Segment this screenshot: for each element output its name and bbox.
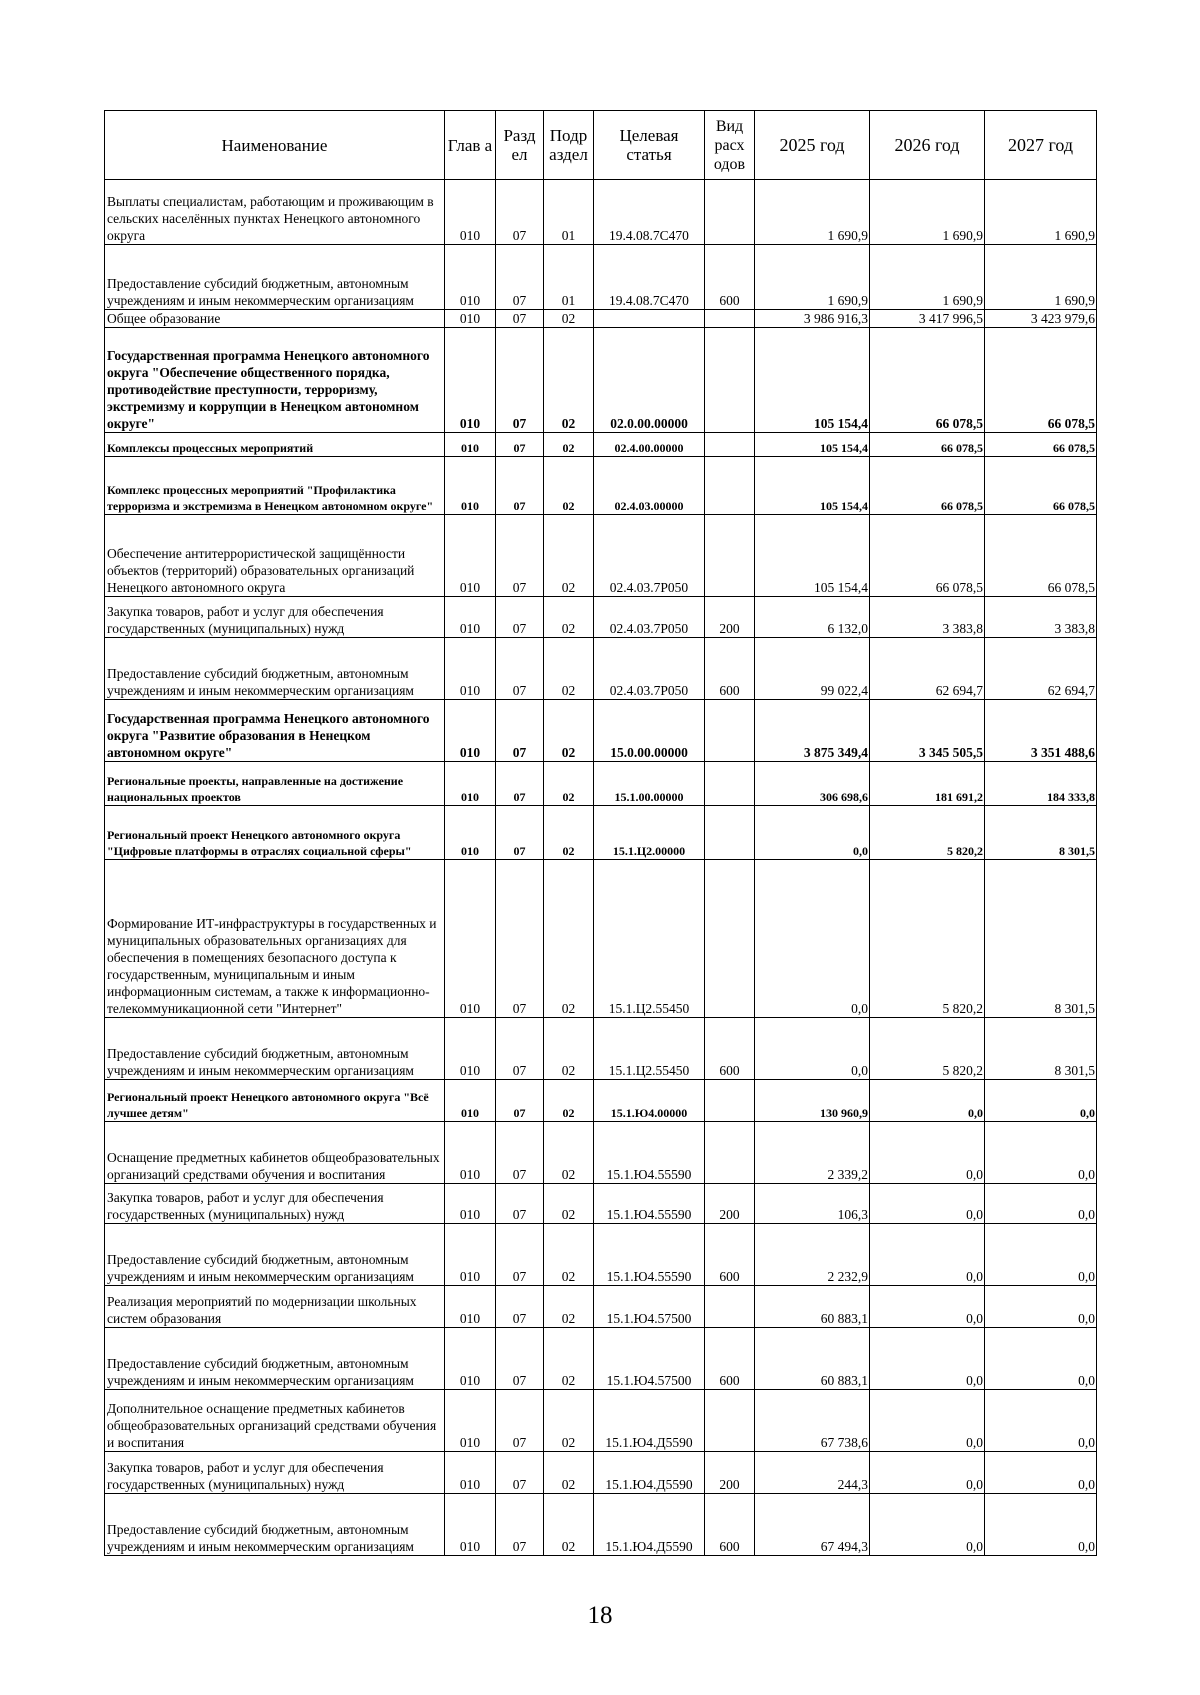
- row-glava: 010: [445, 1122, 496, 1184]
- row-value-2027: 66 078,5: [985, 328, 1097, 433]
- row-value-2026: 0,0: [870, 1494, 985, 1556]
- header-razdel: Разд ел: [496, 111, 544, 180]
- row-value-2026: 0,0: [870, 1286, 985, 1328]
- row-vid: [705, 1286, 755, 1328]
- row-glava: 010: [445, 328, 496, 433]
- row-name: Предоставление субсидий бюджетным, автономным учреждениям и иным некоммерческим организациям: [105, 1494, 445, 1556]
- table-row: [105, 1224, 1097, 1286]
- row-value-2027: 0,0: [985, 1390, 1097, 1452]
- row-value-2027: 8 301,5: [985, 806, 1097, 860]
- row-statya: 02.4.03.00000: [594, 457, 705, 515]
- row-statya: 15.1.Ц2.55450: [594, 1018, 705, 1080]
- row-glava: 010: [445, 597, 496, 638]
- row-value-2026: 62 694,7: [870, 638, 985, 700]
- row-name: Оснащение предметных кабинетов общеобразовательных организаций средствами обучения и воспитания: [105, 1122, 445, 1184]
- row-razdel: 07: [496, 806, 544, 860]
- row-podrazdel: 02: [544, 700, 594, 762]
- row-glava: 010: [445, 180, 496, 245]
- table-row: [105, 1328, 1097, 1390]
- row-razdel: 07: [496, 457, 544, 515]
- row-podrazdel: 02: [544, 1018, 594, 1080]
- row-value-2027: 0,0: [985, 1328, 1097, 1390]
- row-glava: 010: [445, 457, 496, 515]
- row-razdel: 07: [496, 310, 544, 328]
- row-value-2025: 67 494,3: [755, 1494, 870, 1556]
- row-vid: [705, 700, 755, 762]
- row-value-2025: 67 738,6: [755, 1390, 870, 1452]
- row-value-2026: 3 383,8: [870, 597, 985, 638]
- row-value-2026: 0,0: [870, 1122, 985, 1184]
- row-glava: 010: [445, 1184, 496, 1224]
- row-vid: 200: [705, 1184, 755, 1224]
- row-name: Предоставление субсидий бюджетным, автономным учреждениям и иным некоммерческим организациям: [105, 1328, 445, 1390]
- row-value-2027: 66 078,5: [985, 457, 1097, 515]
- row-razdel: 07: [496, 245, 544, 310]
- row-vid: 600: [705, 1494, 755, 1556]
- row-value-2026: 0,0: [870, 1328, 985, 1390]
- row-podrazdel: 02: [544, 1122, 594, 1184]
- row-podrazdel: 02: [544, 310, 594, 328]
- row-name: Выплаты специалистам, работающим и проживающим в сельских населённых пунктах Ненецкого автономного округа: [105, 180, 445, 245]
- table-row: [105, 245, 1097, 310]
- row-vid: [705, 515, 755, 597]
- table-row: [105, 1494, 1097, 1556]
- row-name: Реализация мероприятий по модернизации школьных систем образования: [105, 1286, 445, 1328]
- header-vid: Вид расх одов: [705, 111, 755, 180]
- row-vid: [705, 860, 755, 1018]
- row-statya: 15.1.Ю4.55590: [594, 1184, 705, 1224]
- row-value-2027: 62 694,7: [985, 638, 1097, 700]
- row-glava: 010: [445, 762, 496, 806]
- row-value-2027: 3 423 979,6: [985, 310, 1097, 328]
- row-razdel: 07: [496, 1080, 544, 1122]
- table-row: [105, 1452, 1097, 1494]
- row-glava: 010: [445, 1286, 496, 1328]
- row-name: Государственная программа Ненецкого автономного округа "Развитие образования в Ненецком автономном округе": [105, 700, 445, 762]
- header-podrazdel: Подр аздел: [544, 111, 594, 180]
- row-razdel: 07: [496, 762, 544, 806]
- row-podrazdel: 02: [544, 1328, 594, 1390]
- row-name: Закупка товаров, работ и услуг для обеспечения государственных (муниципальных) нужд: [105, 1452, 445, 1494]
- row-vid: 600: [705, 1224, 755, 1286]
- table-row: [105, 310, 1097, 328]
- row-glava: 010: [445, 1390, 496, 1452]
- row-glava: 010: [445, 1080, 496, 1122]
- row-razdel: 07: [496, 700, 544, 762]
- row-statya: 15.1.Ц2.55450: [594, 860, 705, 1018]
- header-2026: 2026 год: [870, 111, 985, 180]
- row-podrazdel: 02: [544, 515, 594, 597]
- row-name: Закупка товаров, работ и услуг для обеспечения государственных (муниципальных) нужд: [105, 1184, 445, 1224]
- row-razdel: 07: [496, 328, 544, 433]
- table-row: [105, 597, 1097, 638]
- row-value-2025: 1 690,9: [755, 245, 870, 310]
- row-razdel: 07: [496, 1122, 544, 1184]
- row-value-2025: 105 154,4: [755, 515, 870, 597]
- row-vid: [705, 762, 755, 806]
- row-value-2026: 5 820,2: [870, 1018, 985, 1080]
- row-glava: 010: [445, 433, 496, 457]
- row-value-2025: 3 875 349,4: [755, 700, 870, 762]
- row-razdel: 07: [496, 515, 544, 597]
- row-name: Комплексы процессных мероприятий: [105, 433, 445, 457]
- table-row: [105, 638, 1097, 700]
- row-value-2025: 105 154,4: [755, 328, 870, 433]
- row-razdel: 07: [496, 433, 544, 457]
- table-row: [105, 1122, 1097, 1184]
- row-podrazdel: 02: [544, 1224, 594, 1286]
- row-name: Предоставление субсидий бюджетным, автономным учреждениям и иным некоммерческим организациям: [105, 1224, 445, 1286]
- row-statya: 02.4.00.00000: [594, 433, 705, 457]
- row-statya: 15.0.00.00000: [594, 700, 705, 762]
- row-value-2027: 0,0: [985, 1080, 1097, 1122]
- row-razdel: 07: [496, 1018, 544, 1080]
- row-value-2026: 0,0: [870, 1224, 985, 1286]
- row-vid: 600: [705, 1328, 755, 1390]
- table-row: [105, 762, 1097, 806]
- row-statya: 02.4.03.7Р050: [594, 597, 705, 638]
- row-name: Формирование ИТ-инфраструктуры в государственных и муниципальных образовательных организациях для обеспечения в помещениях безопасного доступа к государственным, муниципальным и иным информационным системам, а также к информационно-телекоммуникационной сети "Интернет": [105, 860, 445, 1018]
- table-row: [105, 433, 1097, 457]
- row-name: Предоставление субсидий бюджетным, автономным учреждениям и иным некоммерческим организациям: [105, 245, 445, 310]
- row-podrazdel: 02: [544, 328, 594, 433]
- row-statya: 15.1.Ю4.Д5590: [594, 1452, 705, 1494]
- row-statya: 15.1.00.00000: [594, 762, 705, 806]
- row-podrazdel: 02: [544, 1390, 594, 1452]
- table-row: [105, 1080, 1097, 1122]
- row-value-2026: 3 417 996,5: [870, 310, 985, 328]
- row-glava: 010: [445, 638, 496, 700]
- row-value-2025: 0,0: [755, 806, 870, 860]
- row-value-2026: 1 690,9: [870, 245, 985, 310]
- row-glava: 010: [445, 1328, 496, 1390]
- row-value-2025: 0,0: [755, 1018, 870, 1080]
- row-value-2025: 0,0: [755, 860, 870, 1018]
- row-statya: 15.1.Ю4.Д5590: [594, 1390, 705, 1452]
- row-razdel: 07: [496, 180, 544, 245]
- row-razdel: 07: [496, 1494, 544, 1556]
- row-vid: [705, 457, 755, 515]
- row-name: Закупка товаров, работ и услуг для обеспечения государственных (муниципальных) нужд: [105, 597, 445, 638]
- row-glava: 010: [445, 1452, 496, 1494]
- row-value-2025: 105 154,4: [755, 433, 870, 457]
- row-name: Региональные проекты, направленные на достижение национальных проектов: [105, 762, 445, 806]
- row-value-2025: 60 883,1: [755, 1328, 870, 1390]
- row-statya: 15.1.Ю4.55590: [594, 1122, 705, 1184]
- row-value-2025: 2 232,9: [755, 1224, 870, 1286]
- table-row: [105, 860, 1097, 1018]
- row-podrazdel: 01: [544, 245, 594, 310]
- row-value-2027: 0,0: [985, 1122, 1097, 1184]
- row-razdel: 07: [496, 1452, 544, 1494]
- row-vid: 200: [705, 1452, 755, 1494]
- table-row: [105, 700, 1097, 762]
- row-name: Региональный проект Ненецкого автономного округа "Всё лучшее детям": [105, 1080, 445, 1122]
- row-podrazdel: 02: [544, 638, 594, 700]
- row-value-2026: 66 078,5: [870, 515, 985, 597]
- row-vid: 200: [705, 597, 755, 638]
- table-row: [105, 328, 1097, 433]
- table-row: [105, 806, 1097, 860]
- row-glava: 010: [445, 1224, 496, 1286]
- row-value-2027: 1 690,9: [985, 245, 1097, 310]
- row-podrazdel: 02: [544, 806, 594, 860]
- row-value-2027: 66 078,5: [985, 433, 1097, 457]
- row-value-2027: 0,0: [985, 1286, 1097, 1328]
- row-value-2026: 181 691,2: [870, 762, 985, 806]
- table-body: [105, 180, 1097, 1556]
- row-value-2025: 106,3: [755, 1184, 870, 1224]
- row-razdel: 07: [496, 638, 544, 700]
- row-statya: 02.4.03.7Р050: [594, 515, 705, 597]
- row-glava: 010: [445, 860, 496, 1018]
- header-statya: Целевая статья: [594, 111, 705, 180]
- row-value-2025: 244,3: [755, 1452, 870, 1494]
- table-row: [105, 1184, 1097, 1224]
- row-podrazdel: 02: [544, 1452, 594, 1494]
- row-podrazdel: 02: [544, 433, 594, 457]
- row-value-2027: 8 301,5: [985, 860, 1097, 1018]
- row-statya: [594, 310, 705, 328]
- row-razdel: 07: [496, 1390, 544, 1452]
- row-razdel: 07: [496, 1224, 544, 1286]
- row-name: Комплекс процессных мероприятий "Профилактика терроризма и экстремизма в Ненецком автономном округе": [105, 457, 445, 515]
- row-name: Общее образование: [105, 310, 445, 328]
- row-glava: 010: [445, 700, 496, 762]
- row-vid: [705, 180, 755, 245]
- row-vid: [705, 433, 755, 457]
- row-vid: [705, 806, 755, 860]
- row-statya: 15.1.Ц2.00000: [594, 806, 705, 860]
- row-value-2026: 0,0: [870, 1452, 985, 1494]
- row-value-2025: 60 883,1: [755, 1286, 870, 1328]
- table-row: [105, 457, 1097, 515]
- row-value-2027: 3 383,8: [985, 597, 1097, 638]
- row-statya: 15.1.Ю4.57500: [594, 1328, 705, 1390]
- row-podrazdel: 02: [544, 1080, 594, 1122]
- row-value-2027: 184 333,8: [985, 762, 1097, 806]
- row-name: Предоставление субсидий бюджетным, автономным учреждениям и иным некоммерческим организациям: [105, 638, 445, 700]
- header-2025: 2025 год: [755, 111, 870, 180]
- row-vid: [705, 1390, 755, 1452]
- table-row: [105, 1286, 1097, 1328]
- row-value-2025: 105 154,4: [755, 457, 870, 515]
- row-podrazdel: 02: [544, 762, 594, 806]
- table-header-row: [105, 111, 1097, 180]
- row-vid: 600: [705, 638, 755, 700]
- row-podrazdel: 01: [544, 180, 594, 245]
- row-statya: 19.4.08.7С470: [594, 180, 705, 245]
- row-glava: 010: [445, 515, 496, 597]
- row-value-2025: 3 986 916,3: [755, 310, 870, 328]
- row-name: Обеспечение антитеррористической защищённости объектов (территорий) образовательных организаций Ненецкого автономного округа: [105, 515, 445, 597]
- row-glava: 010: [445, 806, 496, 860]
- row-value-2025: 6 132,0: [755, 597, 870, 638]
- row-podrazdel: 02: [544, 1494, 594, 1556]
- row-value-2027: 1 690,9: [985, 180, 1097, 245]
- row-name: Предоставление субсидий бюджетным, автономным учреждениям и иным некоммерческим организациям: [105, 1018, 445, 1080]
- row-value-2025: 1 690,9: [755, 180, 870, 245]
- table-row: [105, 1390, 1097, 1452]
- row-glava: 010: [445, 245, 496, 310]
- row-vid: 600: [705, 245, 755, 310]
- row-vid: [705, 1080, 755, 1122]
- row-podrazdel: 02: [544, 860, 594, 1018]
- row-value-2026: 5 820,2: [870, 860, 985, 1018]
- row-razdel: 07: [496, 597, 544, 638]
- table-row: [105, 1018, 1097, 1080]
- row-glava: 010: [445, 1018, 496, 1080]
- table-row: [105, 515, 1097, 597]
- row-value-2026: 3 345 505,5: [870, 700, 985, 762]
- row-value-2027: 0,0: [985, 1184, 1097, 1224]
- row-podrazdel: 02: [544, 597, 594, 638]
- row-vid: [705, 328, 755, 433]
- header-name: Наименование: [105, 111, 445, 180]
- table-row: [105, 180, 1097, 245]
- row-value-2027: 8 301,5: [985, 1018, 1097, 1080]
- row-razdel: 07: [496, 1328, 544, 1390]
- row-name: Региональный проект Ненецкого автономного округа "Цифровые платформы в отраслях социальной сферы": [105, 806, 445, 860]
- row-statya: 15.1.Ю4.Д5590: [594, 1494, 705, 1556]
- header-glava: Глав а: [445, 111, 496, 180]
- row-value-2026: 1 690,9: [870, 180, 985, 245]
- row-value-2027: 0,0: [985, 1494, 1097, 1556]
- row-value-2026: 5 820,2: [870, 806, 985, 860]
- row-value-2026: 0,0: [870, 1080, 985, 1122]
- row-statya: 02.0.00.00000: [594, 328, 705, 433]
- row-value-2026: 0,0: [870, 1184, 985, 1224]
- row-glava: 010: [445, 1494, 496, 1556]
- row-value-2027: 0,0: [985, 1452, 1097, 1494]
- row-statya: 02.4.03.7Р050: [594, 638, 705, 700]
- row-razdel: 07: [496, 860, 544, 1018]
- row-statya: 15.1.Ю4.57500: [594, 1286, 705, 1328]
- row-podrazdel: 02: [544, 1286, 594, 1328]
- header-2027: 2027 год: [985, 111, 1097, 180]
- row-podrazdel: 02: [544, 1184, 594, 1224]
- row-value-2027: 0,0: [985, 1224, 1097, 1286]
- row-value-2025: 306 698,6: [755, 762, 870, 806]
- row-razdel: 07: [496, 1184, 544, 1224]
- row-value-2025: 2 339,2: [755, 1122, 870, 1184]
- row-value-2025: 130 960,9: [755, 1080, 870, 1122]
- row-razdel: 07: [496, 1286, 544, 1328]
- row-statya: 15.1.Ю4.55590: [594, 1224, 705, 1286]
- row-statya: 15.1.Ю4.00000: [594, 1080, 705, 1122]
- row-value-2026: 66 078,5: [870, 457, 985, 515]
- row-vid: 600: [705, 1018, 755, 1080]
- row-value-2026: 66 078,5: [870, 433, 985, 457]
- row-vid: [705, 1122, 755, 1184]
- page-number: 18: [587, 1602, 613, 1629]
- row-vid: [705, 310, 755, 328]
- budget-table: [104, 110, 1097, 1556]
- row-glava: 010: [445, 310, 496, 328]
- row-podrazdel: 02: [544, 457, 594, 515]
- row-value-2027: 3 351 488,6: [985, 700, 1097, 762]
- row-value-2026: 66 078,5: [870, 328, 985, 433]
- row-name: Государственная программа Ненецкого автономного округа "Обеспечение общественного порядка, противодействие преступности, терроризму, экстремизму и коррупции в Ненецком автономном округе": [105, 328, 445, 433]
- row-statya: 19.4.08.7С470: [594, 245, 705, 310]
- row-value-2027: 66 078,5: [985, 515, 1097, 597]
- row-name: Дополнительное оснащение предметных кабинетов общеобразовательных организаций средствами обучения и воспитания: [105, 1390, 445, 1452]
- row-value-2025: 99 022,4: [755, 638, 870, 700]
- row-value-2026: 0,0: [870, 1390, 985, 1452]
